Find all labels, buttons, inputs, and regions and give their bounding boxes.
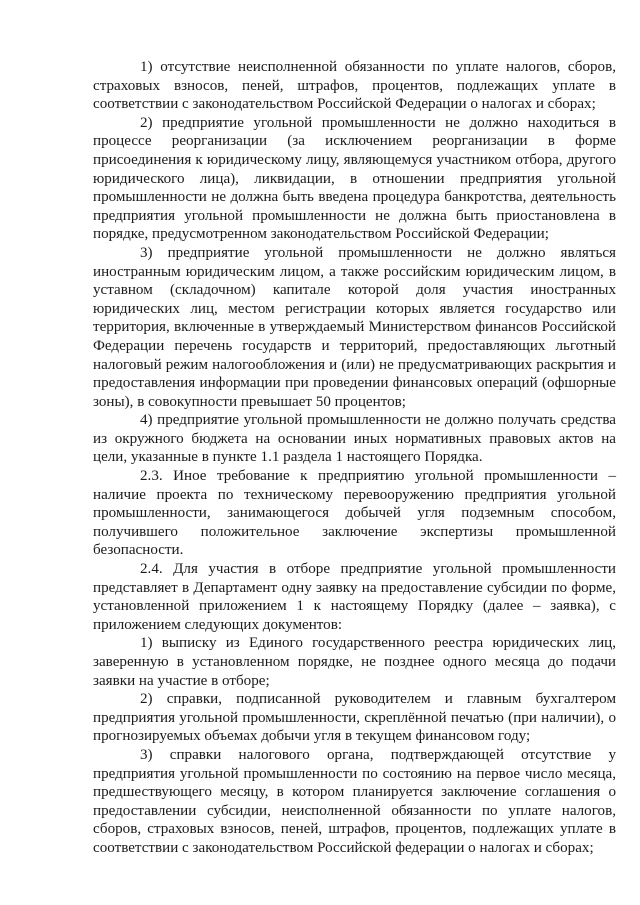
paragraph-item-3-foreign-entity: 3) предприятие угольной промышленности не должно являться иностранным юридическим лицом, а также российским юридическим лицом, в уставном (складочном) капитале которой доля участия иностранных юридических лиц, местом регистрации которых является государство или территория, включенные в утверждаемый Министерством финансов Российской Федерации перечень государств и территорий, предоставляющих льготный налоговый режим налогообложения и (или) не предусматривающих раскрытия и предоставления информации при проведении финансовых операций (офшорные зоны), в совокупности превышает 50 процентов; bbox=[93, 244, 616, 410]
document-body bbox=[93, 58, 616, 858]
paragraph-section-2-4: 2.4. Для участия в отборе предприятие угольной промышленности представляет в Департамент одну заявку на предоставление субсидии по форме, установленной приложением 1 к настоящему Порядку (далее – заявка), с приложением следующих документов: bbox=[93, 561, 616, 633]
paragraph-item-2-reorganization: 2) предприятие угольной промышленности не должно находиться в процессе реорганизации (за исключением реорганизации в форме присоединения к юридическому лицу, являющемуся участником отбора, другого юридического лица), ликвидации, в отношении предприятия угольной промышленности не должна быть введена процедура банкротства, деятельность предприятия угольной промышленности не должна быть приостановлена в порядке, предусмотренном законодательством Российской Федерации; bbox=[93, 114, 616, 243]
paragraph-doc-3-tax-certificate: 3) справки налогового органа, подтверждающей отсутствие у предприятия угольной промышленности по состоянию на первое число месяца, предшествующего месяцу, в котором планируется заключение соглашения о предоставлении субсидии, неисполненной обязанности по уплате налогов, сборов, страховых взносов, пеней, штрафов, процентов, подлежащих уплате в соответствии с законодательством Российской федерации о налогах и сборах; bbox=[93, 746, 616, 856]
paragraph-doc-1-registry-extract: 1) выписку из Единого государственного реестра юридических лиц, заверенную в установленном порядке, не позднее одного месяца до подачи заявки на участие в отборе; bbox=[93, 635, 616, 689]
paragraph-doc-2-production-forecast: 2) справки, подписанной руководителем и главным бухгалтером предприятия угольной промышленности, скреплённой печатью (при наличии), о прогнозируемых объемах добычи угля в текущем финансовом году; bbox=[93, 691, 616, 745]
paragraph-section-2-3: 2.3. Иное требование к предприятию угольной промышленности – наличие проекта по техническому перевооружению предприятия угольной промышленности, занимающегося добычей угля подземным способом, получившего положительное заключение экспертизы промышленной безопасности. bbox=[93, 468, 616, 559]
paragraph-item-4-budget-funds: 4) предприятие угольной промышленности не должно получать средства из окружного бюджета на основании иных нормативных правовых актов на цели, указанные в пункте 1.1 раздела 1 настоящего Порядка. bbox=[93, 412, 616, 466]
paragraph-item-1-tax-debt: 1) отсутствие неисполненной обязанности по уплате налогов, сборов, страховых взносов, пеней, штрафов, процентов, подлежащих уплате в соответствии с законодательством Российской Федерации о налогах и сборах; bbox=[93, 59, 616, 113]
